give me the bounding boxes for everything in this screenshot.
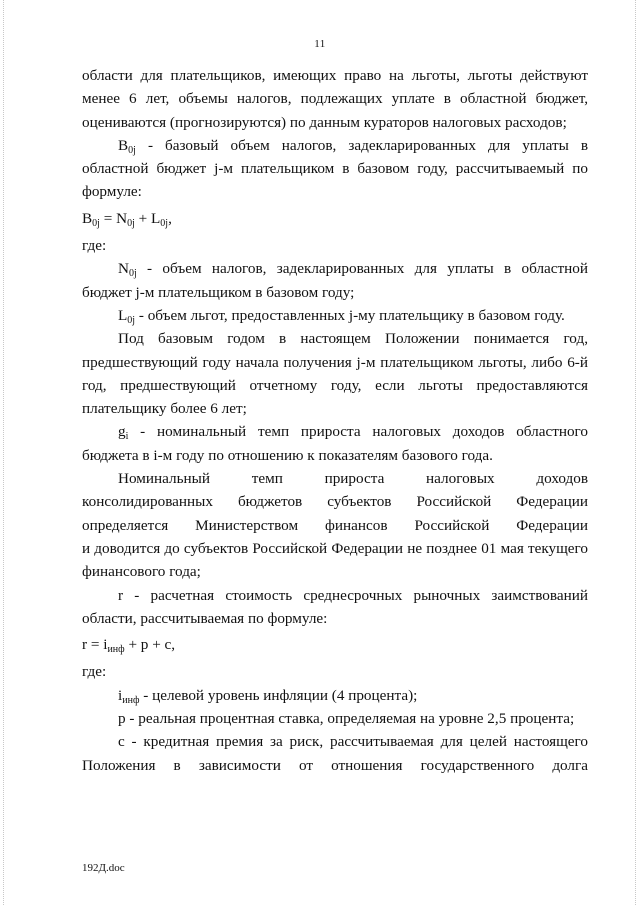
page-number: 11 <box>314 38 326 50</box>
paragraph-continuation: области для плательщиков, имеющих право на льготы, льготы действуют менее 6 лет, объемы налогов, подлежащих уплате в областной бюджет, оцениваются (прогнозируются) по данным кураторов налоговых расходов; <box>82 67 588 131</box>
subscript-0j: 0j <box>128 144 136 156</box>
subscript-0j: 0j <box>128 268 137 280</box>
definition-gi <box>82 420 588 467</box>
scan-edge-left <box>3 0 5 905</box>
definition-text: - целевой уровень инфляции (4 процента); <box>139 686 418 704</box>
formula-lhs-sub: 0j <box>92 217 100 229</box>
where-label: где: <box>82 237 107 255</box>
nominal-line-1: Номинальный темп прироста налоговых доходов <box>118 470 588 488</box>
where-label: где: <box>82 663 107 681</box>
definition-r: r - расчетная стоимость среднесрочных рыночных заимствований области, рассчитываемая по формуле: <box>82 586 588 627</box>
formula-term-i-sub: инф <box>107 644 125 656</box>
symbol-g: g <box>118 423 126 441</box>
subscript-i: i <box>125 431 129 443</box>
symbol-i: i <box>118 686 123 704</box>
symbol-n: N <box>118 260 129 278</box>
definition-p: р - реальная процентная ставка, определяемая на уровне 2,5 процента; <box>118 710 575 728</box>
subscript-inf: инф <box>122 694 140 706</box>
nominal-rest: и доводится до субъектов Российской Федерации не позднее 01 мая текущего финансового года; <box>82 539 588 581</box>
nominal-line-2: консолидированных бюджетов субъектов Российской Федерации <box>82 493 588 511</box>
formula-term-l-sub: 0j <box>160 217 169 229</box>
definition-c-line-2: Положения в зависимости от отношения государственного долга <box>82 756 588 774</box>
definition-text: - номинальный темп прироста налоговых доходов областного бюджета в i-м году по отношению к показателям базового года. <box>82 423 588 464</box>
formula-equals: = <box>99 209 117 227</box>
definition-text: - объем налогов, задекларированных для уплаты в областной бюджет j-м плательщиком в базовом году; <box>82 260 588 301</box>
footer-filename: 192Д.doc <box>82 862 125 874</box>
definition-l0j <box>82 304 588 327</box>
paragraph-base-year: Под базовым годом в настоящем Положении понимается год, предшествующий году начала получения j-м плательщиком льготы, либо 6-й год, предшествующий отчетному году, если льготы предоставляются плательщику более 6 лет; <box>82 330 588 418</box>
formula-lhs: B <box>82 209 93 227</box>
formula-term-i: i <box>103 636 108 654</box>
definition-text: - базовый объем налогов, задекларированных для уплаты в областной бюджет j-м плательщиком в базовом году, рассчитываемый по формуле: <box>82 136 588 201</box>
formula-r <box>82 630 588 660</box>
formula-rest: + p + c, <box>124 636 176 654</box>
formula-plus: + <box>134 209 152 227</box>
definition-c-line-1: с - кредитная премия за риск, рассчитываемая для целей настоящего <box>118 733 588 751</box>
document-body <box>82 64 588 777</box>
formula-comma: , <box>168 209 172 227</box>
definition-iinf <box>82 684 588 707</box>
formula-term-n: N <box>116 209 128 227</box>
symbol-l: L <box>118 306 128 324</box>
definition-b0j <box>82 134 588 204</box>
definition-text: - объем льгот, предоставленных j-му плательщику в базовом году. <box>135 306 565 324</box>
formula-b0j <box>82 204 588 234</box>
formula-term-l: L <box>151 209 161 227</box>
symbol-b: B <box>118 136 129 154</box>
nominal-line-3: определяется Министерством финансов Российской Федерации <box>82 516 588 534</box>
scan-edge-right <box>635 0 637 905</box>
subscript-0j: 0j <box>127 314 136 326</box>
formula-lhs: r = <box>82 636 104 654</box>
formula-term-n-sub: 0j <box>127 217 135 229</box>
definition-n0j <box>82 257 588 304</box>
